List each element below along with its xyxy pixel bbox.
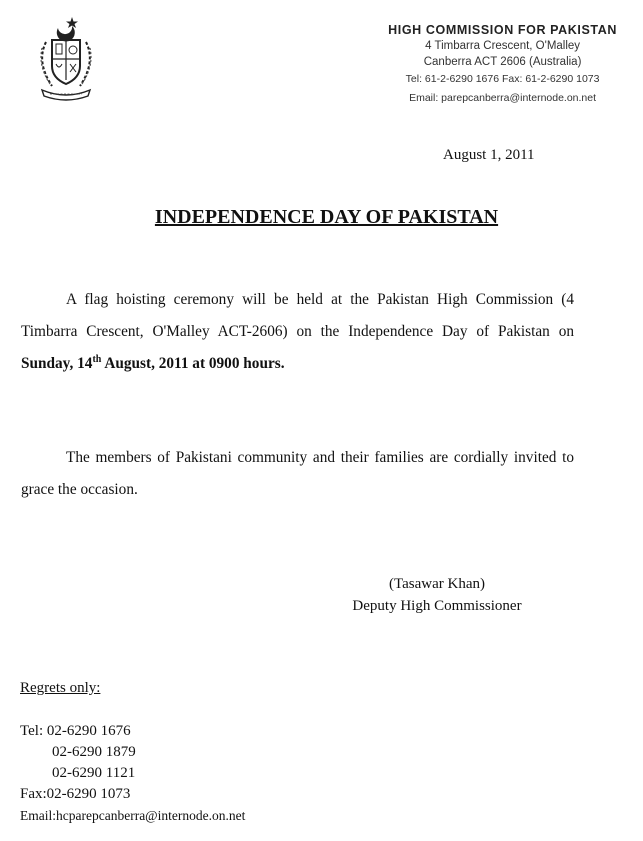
p1-text: A flag hoisting ceremony will be held at the Pakistan High Commission (4 Timbarra Crescent, O'Malley ACT-2606) on the Independence Day of Pakistan on xyxy=(21,291,574,340)
event-day: Sunday, 14 xyxy=(21,355,93,372)
signature-block xyxy=(333,573,541,617)
event-datetime xyxy=(21,355,285,372)
tel-fax-line: Tel: 61-2-6290 1676 Fax: 61-2-6290 1073 xyxy=(405,73,600,85)
contact-fax xyxy=(20,784,245,805)
fax-label: Fax: xyxy=(20,786,47,802)
email-address: hcparepcanberra@internode.on.net xyxy=(56,808,246,823)
page-title: INDEPENDENCE DAY OF PAKISTAN xyxy=(154,206,499,228)
ordinal-suffix: th xyxy=(92,353,102,365)
signatory-name: (Tasawar Khan) xyxy=(389,576,485,592)
phone-number: 02-6290 1121 xyxy=(52,765,136,781)
tel-label: Tel: xyxy=(20,723,47,739)
organization-name: HIGH COMMISSION FOR PAKISTAN xyxy=(388,23,617,37)
email-label: Email: xyxy=(20,808,56,823)
phone-number: 02-6290 1879 xyxy=(52,744,136,760)
letterhead-email: Email: parepcanberra@internode.on.net xyxy=(409,92,597,104)
contact-email xyxy=(20,805,245,826)
signatory-designation: Deputy High Commissioner xyxy=(352,598,522,614)
community-paragraph: The members of Pakistani community and their families are cordially invited to grace the occasion. xyxy=(21,449,574,498)
letter-date: August 1, 2011 xyxy=(443,147,535,163)
invitation-paragraph xyxy=(21,284,574,380)
regrets-heading: Regrets only: xyxy=(20,680,101,696)
event-time: August, 2011 at 0900 hours. xyxy=(101,355,285,372)
regrets-contacts xyxy=(20,721,245,826)
address-line-2: Canberra ACT 2606 (Australia) xyxy=(423,56,582,68)
phone-number: 02-6290 1676 xyxy=(46,723,131,739)
contact-tel-1 xyxy=(20,721,245,742)
state-emblem-icon xyxy=(28,14,104,104)
fax-number: 02-6290 1073 xyxy=(46,786,131,802)
address-line-1: 4 Timbarra Crescent, O'Malley xyxy=(425,40,581,52)
letterhead xyxy=(388,22,617,108)
